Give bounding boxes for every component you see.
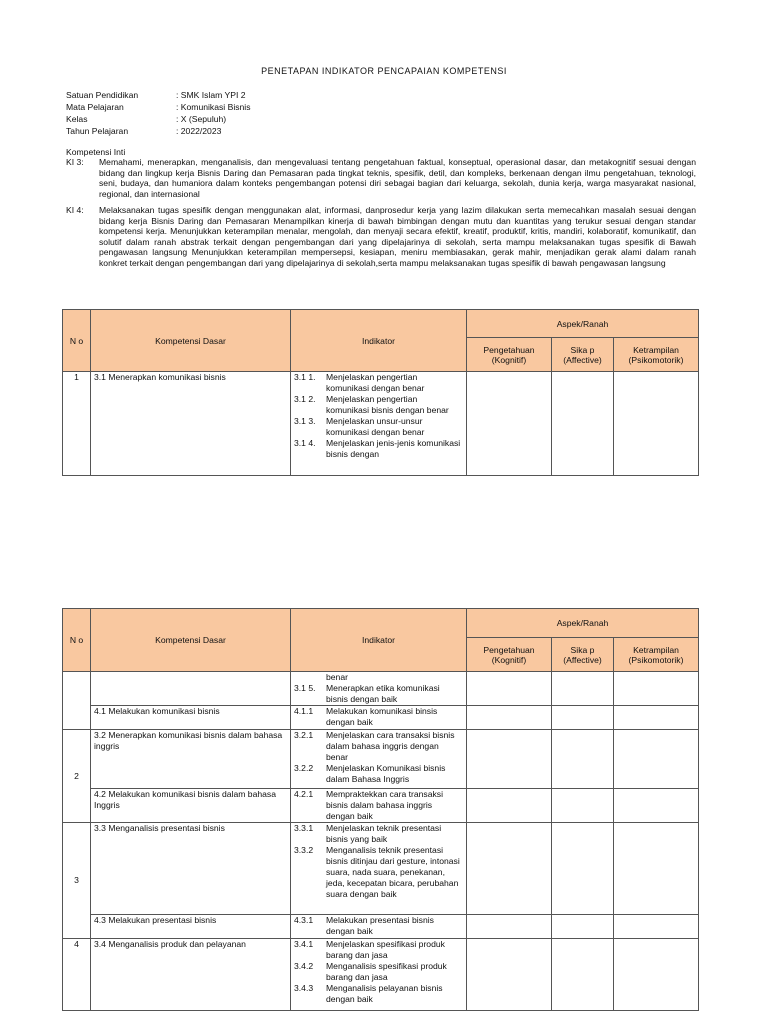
row-kd: 3.4 Menganalisis produk dan pelayanan [91,939,291,1011]
indicator-text: Menjelaskan teknik presentasi bisnis yang baik [326,823,442,844]
row-indicators [291,789,467,823]
table-row [63,939,699,1011]
row-indicators [291,915,467,939]
indicator-text: Menjelaskan pengertian komunikasi bisnis dengan benar [326,394,449,415]
indicator-text: Menjelaskan pengertian komunikasi dengan benar [326,372,425,393]
indicator-number: 4.2.1 [294,789,314,799]
indicator-number: 3.4.1 [294,939,314,949]
header-kompetensi-dasar: Kompetensi Dasar [91,310,291,372]
header-indikator: Indikator [291,310,467,372]
indicator-number: 3.1 2. [294,394,316,404]
indicator-table-2 [62,608,699,1011]
ki-heading: Kompetensi Inti [66,147,126,157]
indicator-number: 3.1 4. [294,438,316,448]
indicator-number: 3.4.3 [294,983,314,993]
ki-3 [66,157,696,199]
meta-label: Tahun Pelajaran [66,126,129,136]
table-row [63,706,699,730]
header-pengetahuan: Pengetahuan (Kognitif) [467,338,552,372]
row-kd: 4.1 Melakukan komunikasi bisnis [91,706,291,730]
identity-block [66,89,251,137]
meta-row-subject [66,101,251,113]
table-row [63,789,699,823]
header-no: N o [63,609,91,672]
row-no: 4 [63,939,91,1011]
header-pengetahuan: Pengetahuan (Kognitif) [467,638,552,672]
table-row [63,372,699,476]
row-indicators [291,672,467,706]
indicator-number: 3.1 5. [294,683,316,693]
meta-label: Mata Pelajaran [66,102,124,112]
row-kd: 4.3 Melakukan presentasi bisnis [91,915,291,939]
indicator-number: 3.4.2 [294,961,314,971]
meta-row-school [66,89,251,101]
cell-ketrampilan [614,372,699,476]
page-title: PENETAPAN INDIKATOR PENCAPAIAN KOMPETENSI [261,66,507,76]
indicator-number: 4.1.1 [294,706,314,716]
ki-4 [66,205,696,269]
row-no: 1 [63,372,91,476]
row-kd: 3.1 Menerapkan komunikasi bisnis [91,372,291,476]
row-indicators [291,706,467,730]
meta-value: : X (Sepuluh) [176,114,227,124]
indicator-text: Menjelaskan spesifikasi produk barang dan jasa [326,939,445,960]
row-indicators [291,730,467,789]
ki-code: KI 3: [66,157,84,167]
indicator-number: 3.3.2 [294,845,314,855]
indicator-number: 3.1 3. [294,416,316,426]
row-no: 2 [63,730,91,823]
header-ketrampilan: Ketrampilan (Psikomotorik) [614,338,699,372]
meta-value: : 2022/2023 [176,126,222,136]
indicator-text: benar [326,672,348,682]
ki-text: Memahami, menerapkan, menganalisis, dan mengevaluasi tentang pengetahuan faktual, konseptual, operasional dasar, dan metakognitif sesuai dengan bidang dan lingkup kerja Bisnis Daring dan Pemasaran pada tingkat teknis, spesifik, detil, dan kompleks, berkenaan dengan ilmu pengetahuan, teknologi, seni, budaya, dan humaniora dalam konteks pengembangan potensi diri sebagai bagian dari keluarga, sekolah, dunia kerja, warga masyarakat nasional, regional, dan internasional [99,157,696,199]
indicator-text: Mempraktekkan cara transaksi bisnis dalam bahasa inggris dengan baik [326,789,444,821]
indicator-text: Menjelaskan jenis-jenis komunikasi bisnis dengan [326,438,461,459]
header-ketrampilan: Ketrampilan (Psikomotorik) [614,638,699,672]
indicator-text: Menjelaskan unsur-unsur komunikasi dengan benar [326,416,425,437]
row-indicators [291,939,467,1011]
meta-label: Kelas [66,114,88,124]
indicator-table-1 [62,309,699,476]
meta-label: Satuan Pendidikan [66,90,139,100]
indicator-number: 3.2.2 [294,763,314,773]
table-row [63,672,699,706]
row-kd: 3.3 Menganalisis presentasi bisnis [91,823,291,915]
cell-pengetahuan [467,372,552,476]
indicator-text: Menerapkan etika komunikasi bisnis dengan baik [326,683,440,704]
ki-code: KI 4: [66,205,84,215]
meta-value: : Komunikasi Bisnis [176,102,251,112]
indicator-number: 3.2.1 [294,730,314,740]
indicator-text: Menjelaskan Komunikasi bisnis dalam Bahasa Inggris [326,763,446,784]
header-sikap: Sika p (Affective) [552,338,614,372]
indicator-text: Melakukan komunikasi binsis dengan baik [326,706,438,727]
row-kd: 4.2 Melakukan komunikasi bisnis dalam bahasa Inggris [91,789,291,823]
row-kd [91,672,291,706]
row-indicators [291,372,467,476]
meta-value: : SMK Islam YPI 2 [176,90,246,100]
header-kompetensi-dasar: Kompetensi Dasar [91,609,291,672]
ki-text: Melaksanakan tugas spesifik dengan menggunakan alat, informasi, danprosedur kerja yang lazim dilakukan serta memecahkan masalah sesuai dengan bidang kerja Bisnis Daring dan Pemasaran Menampilkan kinerja di bawah bimbingan dengan mutu dan kuantitas yang terukur sesuai dengan standar kompetensi kerja. Menunjukkan keterampilan menalar, mengolah, dan menyaji secara efektif, kreatif, produktif, kritis, mandiri, kolaboratif, komunikatif, dan solutif dalam ranah abstrak terkait dengan pengembangan dari yang dipelajarinya di sekolah, serta mampu melaksanakan tugas spesifik di Bawah pengawasan langsung Menunjukkan keterampilan mempersepsi, kesiapan, meniru membiasakan, gerak mahir, menjadikan gerak alami dalam ranah konkret terkait dengan pengembangan dari yang dipelajarinya di sekolah,serta mampu melaksanakan tugas spesifik di bawah pengawasan langsung [99,205,696,268]
table-row [63,915,699,939]
row-kd: 3.2 Menerapkan komunikasi bisnis dalam bahasa inggris [91,730,291,789]
indicator-text: Menjelaskan cara transaksi bisnis dalam bahasa inggris dengan benar [326,730,455,762]
header-aspek: Aspek/Ranah [467,609,699,638]
indicator-number: 3.1 1. [294,372,316,382]
indicator-text: Menganalisis teknik presentasi bisnis ditinjau dari gesture, intonasi suara, nada suara, penekanan, jeda, kecepatan bicara, perubahan suara dengan baik [326,845,460,899]
indicator-number: 3.3.1 [294,823,314,833]
indicator-text: Melakukan presentasi bisnis dengan baik [326,915,434,936]
header-aspek: Aspek/Ranah [467,310,699,338]
header-no: N o [63,310,91,372]
row-no [63,672,91,730]
cell-sikap [552,372,614,476]
meta-row-class [66,113,251,125]
indicator-text: Menganalisis pelayanan bisnis dengan baik [326,983,443,1004]
header-indikator: Indikator [291,609,467,672]
indicator-number [291,672,326,683]
table-row [63,730,699,789]
header-sikap: Sika p (Affective) [552,638,614,672]
indicator-text: Menganalisis spesifikasi produk barang dan jasa [326,961,447,982]
meta-row-year [66,125,251,137]
row-no: 3 [63,823,91,939]
table-row [63,823,699,915]
indicator-number: 4.3.1 [294,915,314,925]
row-indicators [291,823,467,915]
